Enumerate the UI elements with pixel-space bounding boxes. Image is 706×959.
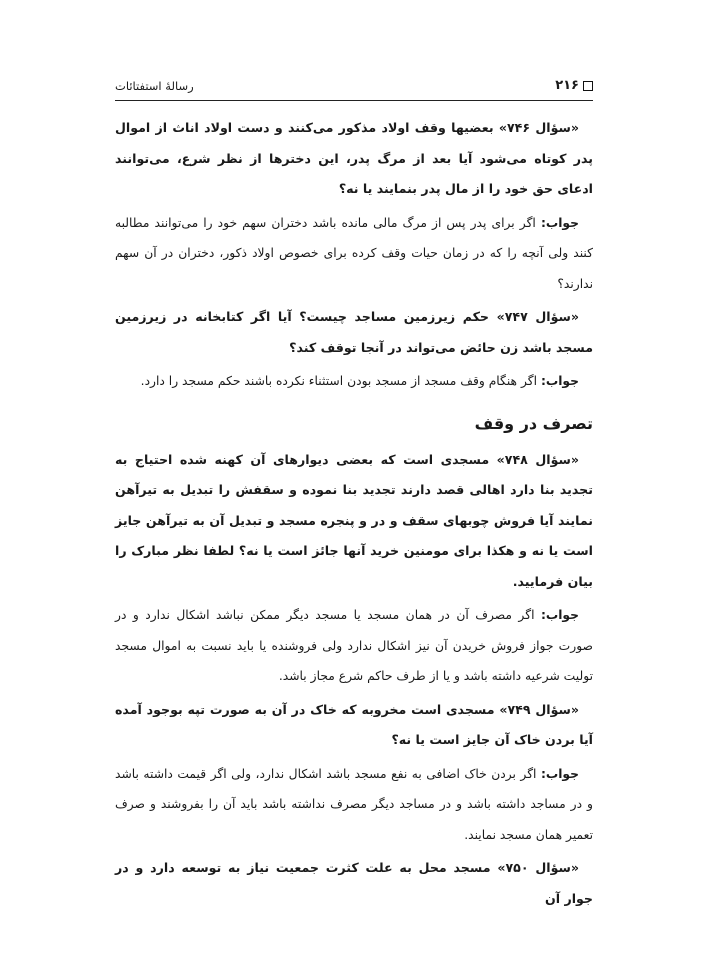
answer-text: اگر هنگام وقف مسجد از مسجد بودن استثناء نکرده باشند حکم مسجد را دارد.: [140, 374, 538, 388]
answer-text: اگر بردن خاک اضافی به نفع مسجد باشد اشکال ندارد، ولی اگر قیمت داشته باشد و در مساجد داشته باشد و در مساجد دیگر مصرف نداشته باشد باید آن را بفروشند و صرف تعمیر همان مسجد نمایند.: [115, 766, 593, 842]
book-title: رسالۀ استفتائات: [115, 79, 194, 93]
answer-747: [115, 366, 593, 397]
answer-label: جواب:: [540, 374, 579, 388]
question-749: [115, 695, 593, 756]
question-number: «سؤال ۷۴۸»: [496, 451, 580, 467]
answer-749: [115, 759, 593, 851]
page-number-group: [555, 78, 593, 93]
question-text: مسجدی است مخروبه که خاک در آن به صورت تپه بوجود آمده آیا بردن خاک آن جایز است یا نه؟: [115, 701, 593, 747]
question-746: [115, 113, 593, 205]
running-header: [115, 70, 593, 101]
document-page: [115, 70, 593, 917]
question-number: «سؤال ۷۴۹»: [499, 701, 579, 717]
answer-text: اگر برای پدر پس از مرگ مالی مانده باشد دختران سهم خود را می‌توانند مطالبه کنند ولی آنچه را که در زمان حیات وقف کرده برای خصوص اولاد ذکور، دختران در آن سهم ندارند؟: [115, 215, 593, 291]
question-number: «سؤال ۷۴۷»: [496, 309, 580, 324]
question-text: مسجد محل به علت کثرت جمعیت نیاز به توسعه دارد و در جوار آن: [115, 860, 593, 906]
square-bullet-icon: [583, 81, 593, 91]
question-text: بعضیها وقف اولاد مذکور می‌کنند و دست اولاد اناث از اموال پدر کوتاه می‌شود آیا بعد از مرگ پدر، این دخترها از نظر شرع، می‌توانند ادعای حق خود را از مال پدر بنمایند یا نه؟: [115, 120, 593, 196]
question-747: [115, 302, 593, 363]
question-number: «سؤال ۷۵۰»: [497, 860, 579, 875]
question-text: مسجدی است که بعضی دیوارهای آن کهنه شده احتیاج به تجدید بنا دارد اهالی قصد دارند تجدید بنا نموده و سقفش را تبدیل به تیرآهن نمایند آیا فروش چوبهای سقف و در و پنجره مسجد و تبدیل آن به تیرآهن جایز است یا نه و هکذا برای مومنین خرید آنها جائز است یا نه؟ لطفا نظر مبارک را بیان فرمایید.: [115, 451, 593, 589]
answer-label: جواب:: [540, 608, 579, 622]
question-750: [115, 853, 593, 914]
question-text: حکم زیرزمین مساجد چیست؟ آیا اگر کتابخانه در زیرزمین مسجد باشد زن حائض می‌تواند در آنجا توقف کند؟: [115, 309, 593, 355]
question-748: [115, 445, 593, 598]
page-content: [115, 101, 593, 914]
question-number: «سؤال ۷۴۶»: [498, 120, 579, 135]
section-heading: تصرف در وقف: [474, 413, 593, 433]
page-number: ۲۱۶: [555, 78, 579, 93]
answer-text: اگر مصرف آن در همان مسجد یا مسجد دیگر ممکن نباشد اشکال ندارد و در صورت جواز فروش خریدن آن نیز اشکال ندارد ولی فروشنده یا باید نسبت به اموال مسجد تولیت شرعیه داشته باشد و یا از طرف حاکم شرع مجاز باشد.: [115, 608, 593, 683]
answer-label: جواب:: [540, 766, 579, 781]
answer-label: جواب:: [540, 215, 579, 230]
answer-748: [115, 600, 593, 692]
answer-746: [115, 208, 593, 300]
